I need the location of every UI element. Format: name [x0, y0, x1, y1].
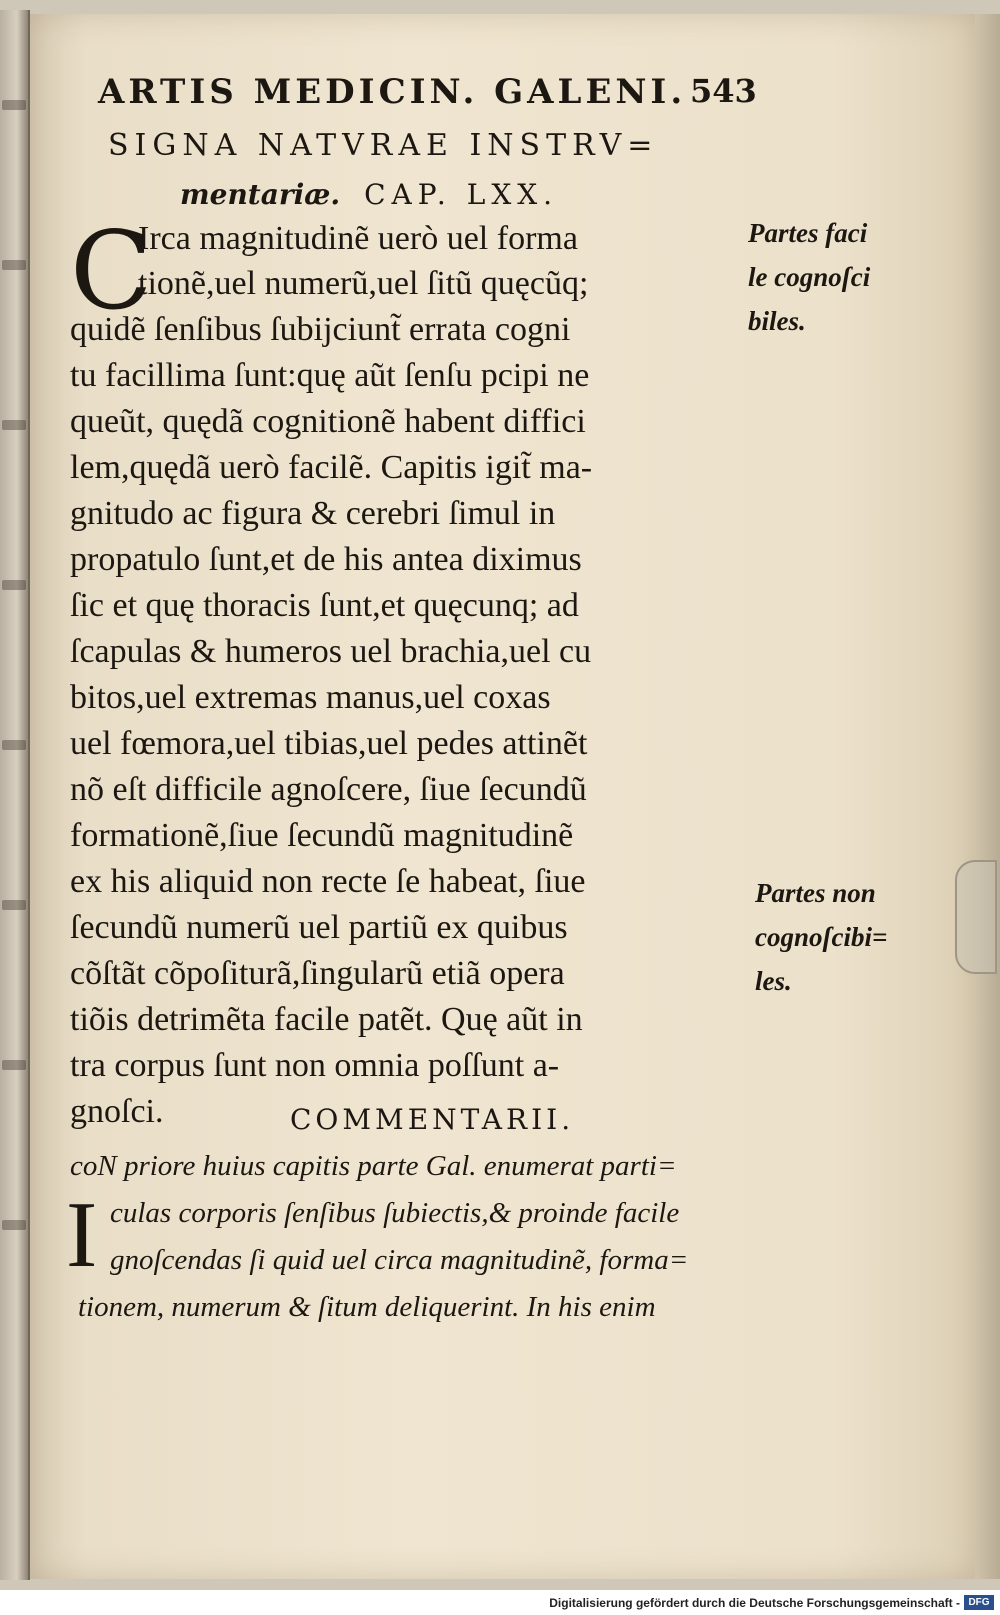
body-line: bitos,uel extremas manus,uel coxas [70, 679, 551, 716]
previous-page-edge [0, 10, 30, 1580]
body-line: Irca magnitudinẽ uerò uel forma [138, 220, 578, 257]
body-line: tionẽ,uel numerũ,uel ſitũ quęcũq; [138, 265, 589, 302]
commentary-line: tionem, numerum & ſitum deliquerint. In his enim [78, 1291, 656, 1323]
running-head: ARTIS MEDICIN. GALENI. [98, 72, 687, 112]
body-line: cõſtãt cõpoſiturã,ſingularũ etiã opera [70, 955, 565, 992]
bleed-mark [2, 260, 26, 270]
body-line: quidẽ ſenſibus ſubijciunt̃ errata cogni [70, 311, 571, 348]
commentary-line: gnoſcendas ſi quid uel circa magnitudinẽ, forma= [110, 1244, 689, 1276]
body-line: ſic et quę thoracis ſunt,et quęcunq; ad [70, 587, 579, 624]
body-line: ex his aliquid non recte ſe habeat, ſiue [70, 863, 586, 900]
body-line: tra corpus ſunt non omnia poſſunt a- [70, 1047, 560, 1084]
page-fore-edge [975, 14, 1000, 1579]
bleed-mark [2, 580, 26, 590]
body-line: ſcapulas & humeros uel brachia,uel cu [70, 633, 592, 670]
margin-note: Partes faci [748, 218, 868, 248]
margin-note: Partes non [755, 878, 876, 908]
commentary-line: culas corporis ſenſibus ſubiectis,& proinde facile [110, 1197, 680, 1229]
commentary-initial: I [66, 1183, 98, 1287]
page-clip [955, 860, 997, 974]
bleed-mark [2, 1060, 26, 1070]
bleed-mark [2, 740, 26, 750]
chapter-title-line2 [180, 178, 558, 211]
bleed-mark [2, 420, 26, 430]
commentary-line: coN priore huius capitis parte Gal. enumerat parti= [70, 1150, 677, 1182]
footer-credit: Digitalisierung gefördert durch die Deutsche Forschungsgemeinschaft - [549, 1596, 960, 1610]
body-line: gnoſci. [70, 1093, 164, 1130]
margin-note: le cognoſci [748, 262, 871, 292]
margin-note: cognoſcibi= [755, 922, 888, 952]
body-line: queũt, quędã cognitionẽ habent diffici [70, 403, 586, 440]
chapter-title: SIGNA NATVRAE INSTRV= [108, 128, 659, 163]
dfg-logo: DFG [964, 1595, 994, 1610]
chapter-number: CAP. LXX. [364, 178, 559, 211]
page-number: 543 [690, 72, 757, 110]
body-line: propatulo ſunt,et de his antea diximus [70, 541, 582, 578]
bleed-mark [2, 100, 26, 110]
body-line: lem,quędã uerò facilẽ. Capitis igit̃ ma- [70, 449, 593, 486]
drop-cap-initial: C [70, 209, 153, 334]
chapter-title-italic: mentariæ. [180, 178, 341, 211]
commentary-heading: COMMENTARII. [290, 1103, 575, 1136]
body-line: ſecundũ numerũ uel partiũ ex quibus [70, 909, 568, 946]
body-line: nõ eſt difficile agnoſcere, ſiue ſecundũ [70, 771, 587, 808]
margin-note: biles. [748, 306, 806, 336]
body-line: tu facillima ſunt:quę aũt ſenſu pcipi ne [70, 357, 590, 394]
bleed-mark [2, 900, 26, 910]
body-line: formationẽ,ſiue ſecundũ magnitudinẽ [70, 817, 574, 854]
body-line: uel fœmora,uel tibias,uel pedes attinẽt [70, 725, 588, 762]
bleed-mark [2, 1220, 26, 1230]
body-line: gnitudo ac figura & cerebri ſimul in [70, 495, 556, 532]
body-line: tiõis detrimẽta facile patẽt. Quę aũt in [70, 1001, 583, 1038]
margin-note: les. [755, 966, 792, 996]
